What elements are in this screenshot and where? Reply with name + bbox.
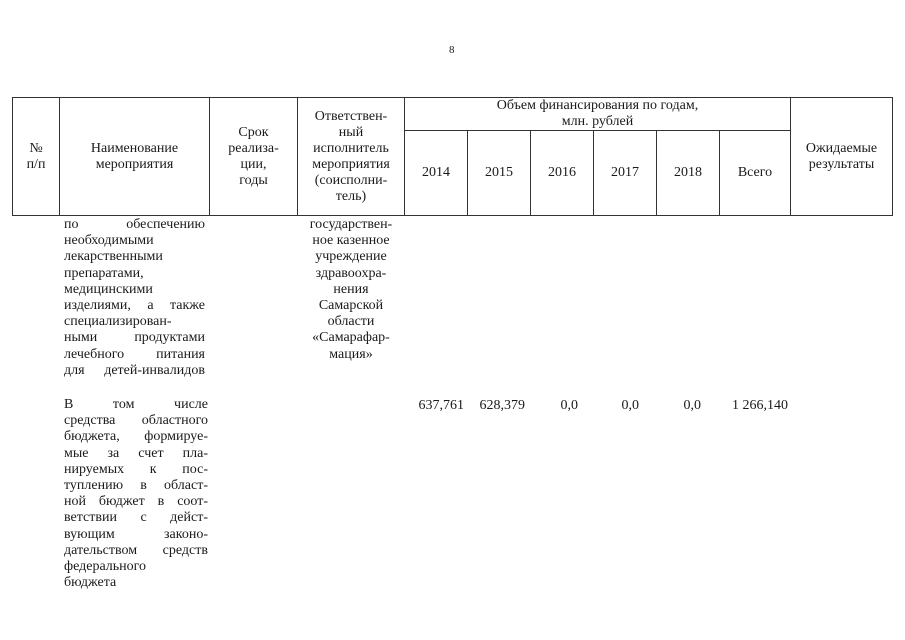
- row2-name-line: нируемых к пос-: [64, 461, 208, 477]
- row2-value-2016: 0,0: [560, 398, 578, 413]
- row1-resp-line: Самарской: [318, 298, 384, 314]
- row2-name-line: ветствии с дейст-: [64, 510, 208, 526]
- row2-total: 1 266,140: [732, 398, 788, 413]
- row2-name-line: бюджета, формируе-: [64, 429, 208, 445]
- row2-value-2018: 0,0: [683, 398, 701, 413]
- header-col-name: Наименование мероприятия: [90, 140, 179, 172]
- row2-name: [64, 397, 208, 591]
- header-col-results: Ожидаемые результаты: [805, 140, 878, 172]
- header-year-2018: 2018: [674, 165, 702, 180]
- border-v: [892, 97, 893, 216]
- row1-name: [64, 217, 205, 379]
- row1-resp-line: здравоохра-: [315, 265, 387, 281]
- header-col-funding: Объем финансирования по годам, млн. рублей: [496, 98, 699, 129]
- row1-name-line: препаратами,: [64, 265, 144, 281]
- row1-name-line: необходимыми: [64, 233, 154, 249]
- header-col-term: Срок реализа- ции, годы: [228, 124, 279, 188]
- row1-resp-line: государствен-: [309, 217, 393, 232]
- row1-name-line: изделиями, а также: [64, 298, 205, 314]
- row2-name-line: туплению в област-: [64, 478, 208, 494]
- header-year-2017: 2017: [611, 165, 639, 180]
- row2-name-line: дательством средств: [64, 542, 208, 558]
- row2-value-2014: 637,761: [418, 398, 464, 413]
- row2-name-line: федерального: [64, 559, 147, 575]
- row1-resp-line: ное казенное: [312, 233, 390, 249]
- page-number: 8: [449, 44, 455, 56]
- row1-name-line: специализирован-: [64, 314, 172, 330]
- row1-name-line: ными продуктами: [64, 330, 205, 346]
- row1-resp-line: нения: [333, 281, 369, 297]
- row2-value-2017: 0,0: [621, 398, 639, 413]
- row2-value-2015: 628,379: [479, 398, 525, 413]
- row2-name-line: вующим законо-: [64, 526, 208, 542]
- row2-name-line: В том числе: [64, 397, 208, 412]
- header-bottom-border: [12, 215, 893, 216]
- row2-name-line: бюджета: [64, 575, 117, 591]
- row1-resp-line: учреждение: [315, 249, 387, 265]
- header-year-2015: 2015: [485, 165, 513, 180]
- row2-name-line: мые за счет пла-: [64, 445, 208, 461]
- row1-resp-line: мация»: [329, 346, 373, 362]
- row1-resp-line: «Самарафар-: [312, 330, 390, 346]
- row2-name-line: ной бюджет в соот-: [64, 494, 208, 510]
- row1-responsible: [298, 217, 404, 363]
- header-col-num: № п/п: [26, 140, 46, 172]
- row1-name-line: лечебного питания: [64, 346, 205, 362]
- row1-name-line: для детей-инвалидов: [64, 362, 205, 378]
- header-year-2016: 2016: [548, 165, 576, 180]
- header-col-responsible: Ответствен- ный исполнитель мероприятия (соисполни- тель): [312, 108, 390, 204]
- row1-name-line: медицинскими: [64, 281, 153, 297]
- row1-name-line: лекарственными: [64, 249, 163, 265]
- row2-name-line: средства областного: [64, 413, 208, 429]
- header-year-2014: 2014: [422, 165, 450, 180]
- row1-name-line: по обеспечению: [64, 217, 205, 232]
- header-col-total: Всего: [737, 165, 773, 180]
- row1-resp-line: области: [327, 314, 375, 330]
